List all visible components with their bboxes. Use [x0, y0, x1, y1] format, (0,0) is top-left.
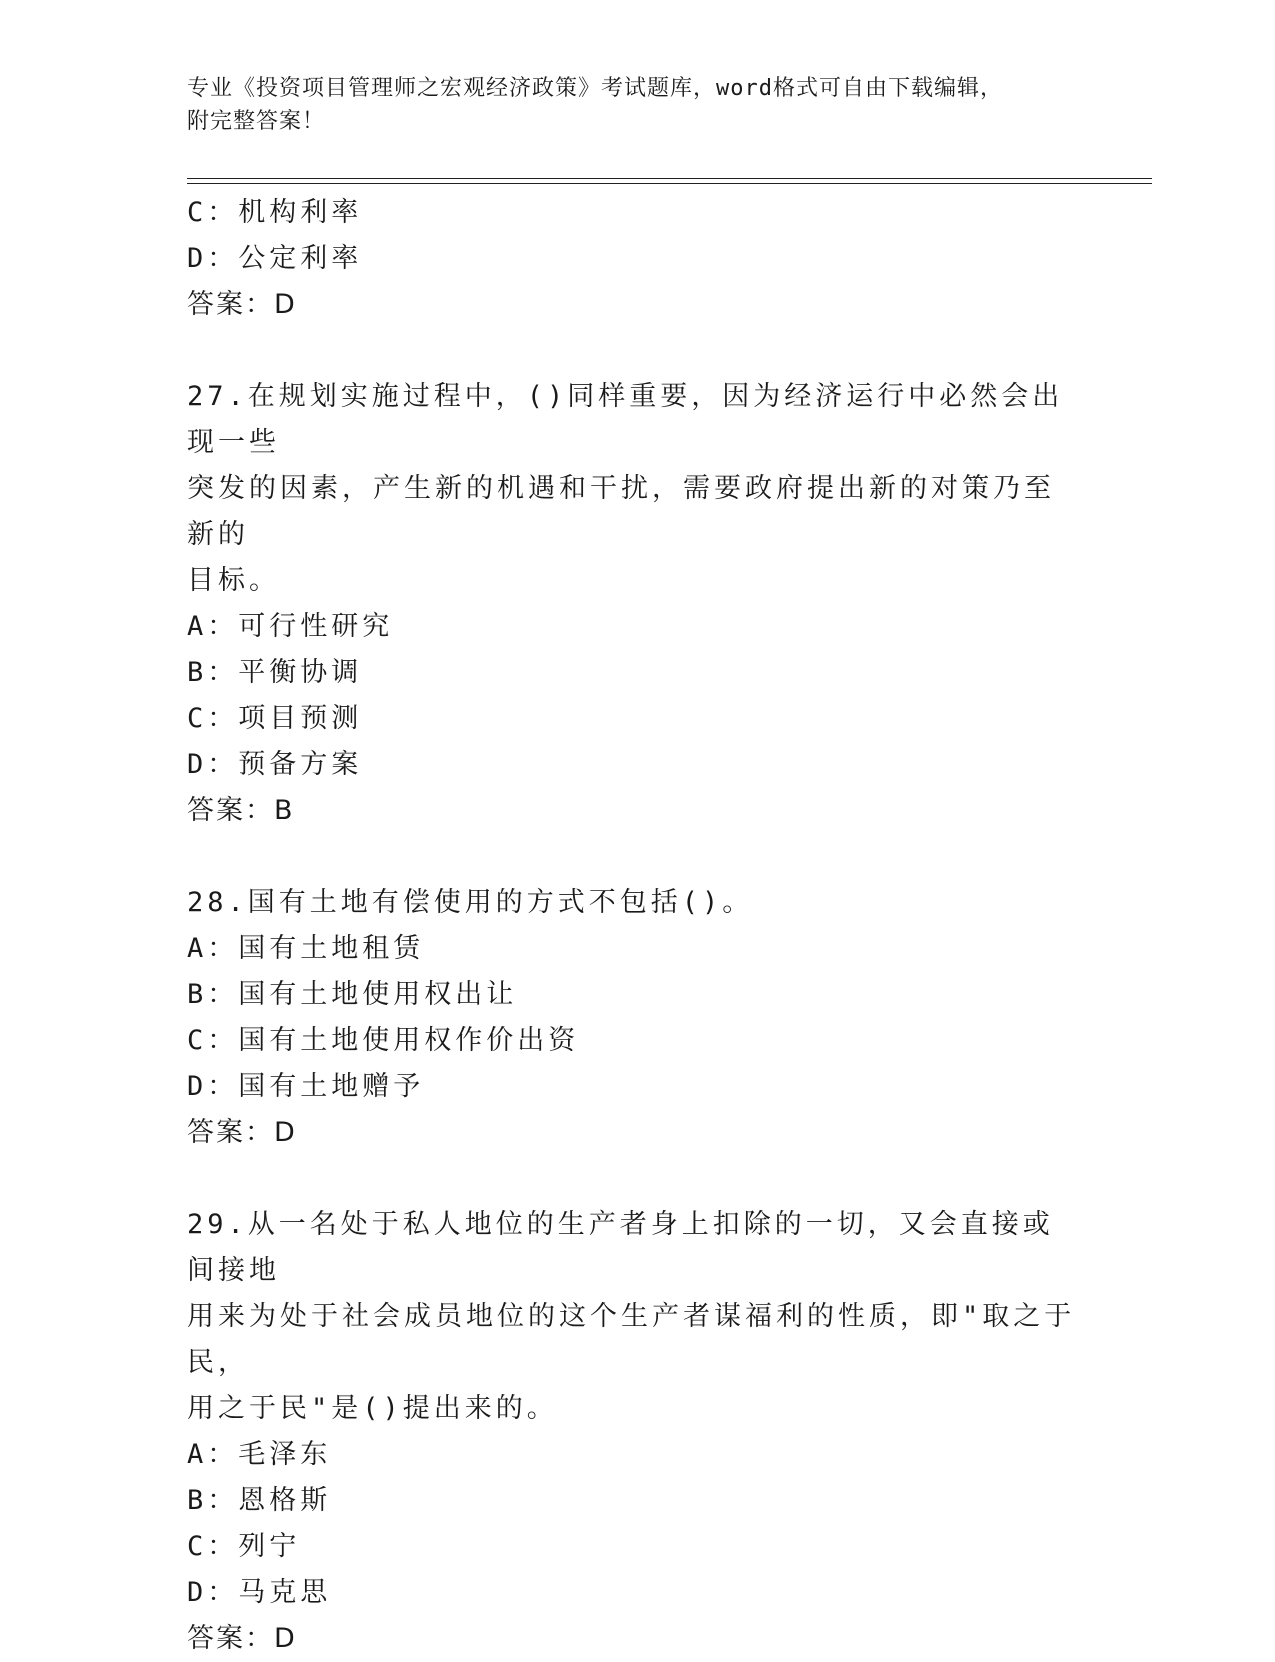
question-list: [187, 190, 1087, 1662]
header-divider-top: [187, 178, 1152, 179]
option-d: D：马克思: [187, 1577, 332, 1608]
option-d: D：公定利率: [187, 243, 363, 274]
answer-text: 答案：B: [187, 795, 295, 826]
option-c: C：国有土地使用权作价出资: [187, 1025, 580, 1056]
document-header: [187, 72, 1067, 138]
question-28: [187, 880, 1087, 1156]
question-stem-line: 28.国有土地有偿使用的方式不包括()。: [187, 887, 754, 918]
header-divider-bottom: [187, 183, 1152, 184]
question-stem-line: 27.在规划实施过程中，()同样重要，因为经济运行中必然会出现一些: [187, 381, 1064, 458]
option-a: A：国有土地租赁: [187, 933, 425, 964]
option-c: C：列宁: [187, 1531, 301, 1562]
header-line-1: 专业《投资项目管理师之宏观经济政策》考试题库，word格式可自由下载编辑，: [187, 76, 1003, 101]
option-d: D：国有土地赠予: [187, 1071, 425, 1102]
question-stem-line: 用来为处于社会成员地位的这个生产者谋福利的性质，即"取之于民，: [187, 1301, 1076, 1378]
answer-text: 答案：D: [187, 1623, 297, 1654]
header-line-2: 附完整答案！: [187, 109, 326, 134]
spacer: [187, 1156, 1087, 1202]
option-a: A：毛泽东: [187, 1439, 332, 1470]
question-26-continued: [187, 190, 1087, 328]
question-stem-line: 突发的因素，产生新的机遇和干扰，需要政府提出新的对策乃至新的: [187, 473, 1055, 550]
question-stem-line: 29.从一名处于私人地位的生产者身上扣除的一切，又会直接或间接地: [187, 1209, 1054, 1286]
option-c: C：机构利率: [187, 197, 363, 228]
option-d: D：预备方案: [187, 749, 363, 780]
option-a: A：可行性研究: [187, 611, 394, 642]
spacer: [187, 328, 1087, 374]
question-27: [187, 374, 1087, 834]
question-stem-line: 用之于民"是()提出来的。: [187, 1393, 558, 1424]
answer-text: 答案：D: [187, 289, 297, 320]
option-b: B：平衡协调: [187, 657, 363, 688]
question-stem-line: 目标。: [187, 565, 280, 596]
spacer: [187, 834, 1087, 880]
option-b: B：恩格斯: [187, 1485, 332, 1516]
answer-text: 答案：D: [187, 1117, 297, 1148]
question-29: [187, 1202, 1087, 1662]
option-b: B：国有土地使用权出让: [187, 979, 518, 1010]
option-c: C：项目预测: [187, 703, 363, 734]
